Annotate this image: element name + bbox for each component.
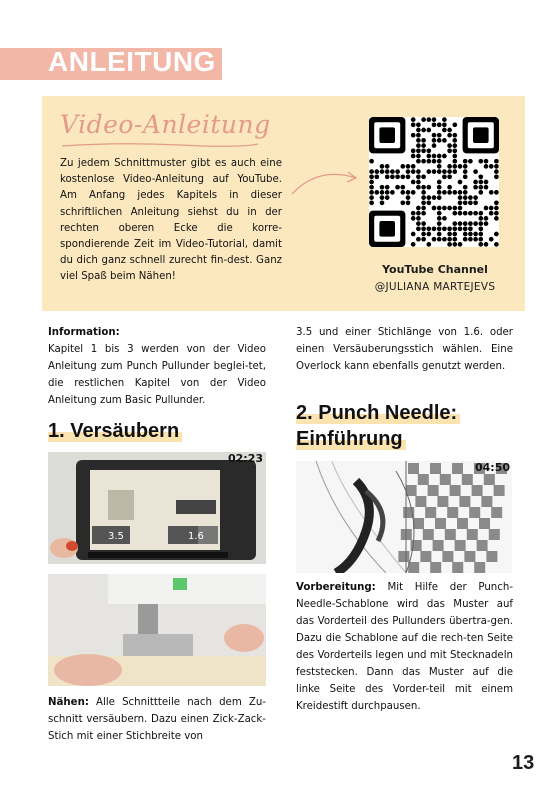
information-label: Information:	[48, 327, 120, 338]
youtube-channel-handle: @JULIANA MARTEJEVS	[374, 281, 496, 293]
page-number: 13	[512, 752, 535, 774]
section2-heading-line2: Einführung	[296, 428, 406, 450]
arrow-icon	[288, 160, 363, 200]
qr-code-icon[interactable]	[369, 117, 499, 247]
display-right-value: 1.6	[188, 531, 204, 542]
sewing-foot-photo	[48, 574, 266, 686]
naehen-text: Alle Schnittteile nach dem Zu-schnitt versäubern. Dazu einen Zick-Zack-Stich mit einer Stichbreite von	[48, 697, 266, 742]
section2-heading-line1: 2. Punch Needle:	[296, 402, 460, 424]
punch-needle-template-photo	[296, 461, 512, 573]
information-text: Kapitel 1 bis 3 werden von der Video Anleitung zum Punch Pullunder beglei-tet, die restlichen Kapitel von der Video Anleitung zum Basic Pullunder.	[48, 344, 266, 406]
title-underline-decoration	[60, 140, 260, 150]
information-block	[48, 324, 266, 409]
display-left-value: 3.5	[108, 531, 124, 542]
youtube-channel-label: YouTube Channel	[382, 263, 488, 276]
section1-heading-text: 1. Versäubern	[48, 420, 182, 442]
vorbereitung-label: Vorbereitung:	[296, 582, 376, 593]
section2-video-timestamp: 04:50	[475, 461, 511, 474]
naehen-block	[48, 694, 266, 745]
section2-heading	[296, 400, 460, 452]
video-intro-text: Zu jedem Schnittmuster gibt es auch eine kostenlose Video-Anleitung auf YouTube. Am Anfang jedes Kapitels in dieser schriftlichen Anleitung siehst du in der rechten oberen Ecke die korre-spondierende Zeit im Video-Tutorial, damit du dich ganz schnell zurecht fin-dest. Ganz viel Spaß beim Nähen!	[60, 158, 282, 283]
page-title: ANLEITUNG	[48, 46, 216, 77]
video-section-title: Video-Anleitung	[60, 110, 271, 139]
vorbereitung-text: Mit Hilfe der Punch-Needle-Schablone wird das Muster auf das Vorderteil des Pullunders übertra-gen. Dazu die Schablone auf die rech-ten Seite des Vorderteils legen und mit Stecknadeln feststecken. Dann das Muster auf die linke Seite des Vorder-teil mit einem Kreidestift durchpausen.	[296, 582, 513, 712]
vorbereitung-block	[296, 579, 513, 715]
naehen-label: Nähen:	[48, 697, 89, 708]
sewing-machine-display-photo	[48, 452, 266, 564]
section1-video-timestamp: 02:23	[228, 452, 264, 465]
section1-continued-text: 3.5 und einer Stichlänge von 1.6. oder einen Versäuberungsstich wählen. Eine Overlock kann ebenfalls genutzt werden.	[296, 327, 513, 372]
section1-heading	[48, 418, 182, 444]
